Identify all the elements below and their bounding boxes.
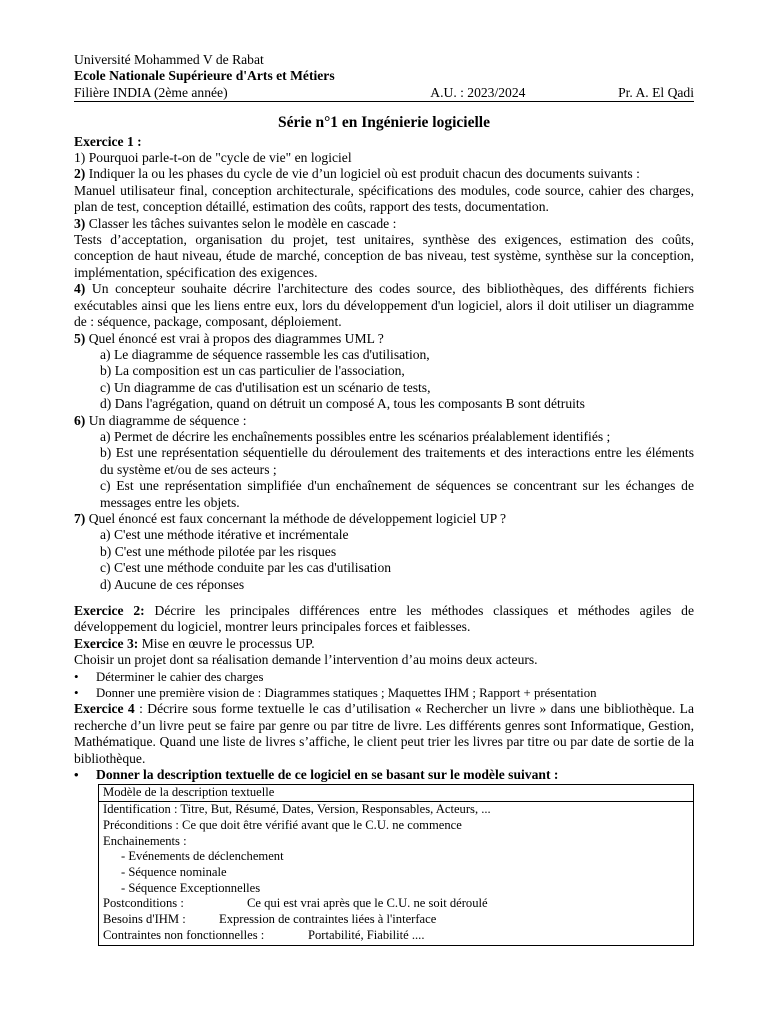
postconditions-value: Ce qui est vrai après que le C.U. ne soit déroulé <box>247 896 488 911</box>
model-table-header: Modèle de la description textuelle <box>99 785 693 802</box>
q6-option-a: a) Permet de décrire les enchaînements possibles entre les scénarios préalablement identifiés ; <box>100 428 611 444</box>
exercice-3-bullet-2: • Donner une première vision de : Diagrammes statiques ; Maquettes IHM ; Rapport + présentation <box>74 685 694 701</box>
question-5-num: 5) <box>74 330 86 346</box>
ihm-value: Expression de contraintes liées à l'interface <box>219 912 437 927</box>
q6-option-b: b) Est une représentation séquentielle du déroulement des traitements et des interactions entre les éléments du système et/ou de ses acteurs ; <box>100 445 694 477</box>
question-3-detail: Tests d’acceptation, organisation du projet, test unitaires, synthèse des exigences, estimation des coûts, conception de haut niveau, étude de marché, conception de bas niveau, test système, synthèse sur la conception, implémentation, spécification des exigences. <box>74 232 694 280</box>
exercice-3-bullet-1: • Déterminer le cahier des charges <box>74 669 694 685</box>
academic-year: A.U. : 2023/2024 <box>430 84 526 100</box>
question-3-text: Classer les tâches suivantes selon le modèle en cascade : <box>88 215 397 231</box>
question-7-text: Quel énoncé est faux concernant la méthode de développement logiciel UP ? <box>88 510 507 526</box>
question-3 <box>74 216 694 232</box>
q7-option-d: d) Aucune de ces réponses <box>100 576 245 592</box>
question-6-num: 6) <box>74 412 86 428</box>
exercice-1 <box>74 134 694 593</box>
contraintes-label: Contraintes non fonctionnelles : <box>103 927 265 942</box>
question-1-text: Pourquoi parle-t-on de "cycle de vie" en logiciel <box>88 150 352 166</box>
model-contraintes <box>103 928 689 944</box>
exercice-3-intro: Choisir un projet dont sa réalisation demande l’intervention d’au moins deux acteurs. <box>74 652 538 668</box>
model-sub-3: - Séquence Exceptionnelles <box>121 880 261 895</box>
question-5-text: Quel énoncé est vrai à propos des diagrammes UML ? <box>88 330 384 346</box>
question-2-text: Indiquer la ou les phases du cycle de vie d’un logiciel où est produit chacun des documents suivants : <box>88 166 640 182</box>
model-enchainements: Enchainements : <box>103 833 187 848</box>
question-2 <box>74 166 694 182</box>
q5-option-c: c) Un diagramme de cas d'utilisation est un scénario de tests, <box>100 379 431 395</box>
question-1-num: 1) <box>74 150 86 166</box>
model-postconditions <box>103 896 689 912</box>
exercice-3-list <box>74 669 694 702</box>
question-2-num: 2) <box>74 166 86 182</box>
question-4-num: 4) <box>74 281 86 297</box>
q7-option-c: c) C'est une méthode conduite par les cas d'utilisation <box>100 560 392 576</box>
exercice-4-list <box>74 767 694 783</box>
exercice-3-text: Mise en œuvre le processus UP. <box>141 635 315 651</box>
ihm-label: Besoins d'IHM : <box>103 912 186 927</box>
model-sub-2: - Séquence nominale <box>121 864 227 879</box>
question-4-text: Un concepteur souhaite décrire l'architecture des codes source, des bibliothèques, des différents fichiers exécutables ainsi que les liens entre eux, lors du développement d'un logiciel, alors il doit utiliser un diagramme de : séquence, package, composant, déploiement. <box>74 281 694 330</box>
question-6-text: Un diagramme de séquence : <box>88 412 247 428</box>
page-header <box>74 52 694 102</box>
exercice-4-bullet: • Donner la description textuelle de ce logiciel en se basant sur le modèle suivant : <box>74 767 694 783</box>
exercice-2 <box>74 603 694 636</box>
exercice-4-label: Exercice 4 <box>74 701 135 717</box>
model-identification: Identification : Titre, But, Résumé, Dates, Version, Responsables, Acteurs, ... <box>103 802 491 817</box>
header-info-row <box>74 85 694 102</box>
question-5 <box>74 331 694 347</box>
exercice-2-label: Exercice 2: <box>74 603 145 618</box>
document-page <box>74 52 694 946</box>
model-sub-1: - Evénements de déclenchement <box>121 849 284 864</box>
exercice-1-label: Exercice 1 : <box>74 133 142 149</box>
professor: Pr. A. El Qadi <box>618 84 694 100</box>
university-name: Université Mohammed V de Rabat <box>74 52 264 67</box>
model-table-body <box>99 802 693 944</box>
exercice-4 <box>74 701 694 783</box>
question-1 <box>74 150 694 166</box>
question-7 <box>74 511 694 527</box>
model-preconditions: Préconditions : Ce que doit être vérifié avant que le C.U. ne commence <box>103 817 462 832</box>
contraintes-value: Portabilité, Fiabilité .... <box>308 927 425 942</box>
postconditions-label: Postconditions : <box>103 896 184 911</box>
model-ihm <box>103 912 689 928</box>
exercice-3 <box>74 636 694 702</box>
exercice-3-label: Exercice 3: <box>74 635 139 651</box>
q5-option-b: b) La composition est un cas particulier de l'association, <box>100 363 405 379</box>
question-6 <box>74 413 694 429</box>
school-name: Ecole Nationale Supérieure d'Arts et Métiers <box>74 68 335 84</box>
exercice-2-text: Décrire les principales différences entre les méthodes classiques et méthodes agiles de développement du logiciel, montrer leurs principales forces et faiblesses. <box>74 603 694 635</box>
q6-option-c: c) Est une représentation simplifiée d'un enchaînement de séquences se concentrant sur les échanges de messages entre les objets. <box>100 478 694 510</box>
filiere: Filière INDIA (2ème année) <box>74 84 228 100</box>
q7-option-a: a) C'est une méthode itérative et incrémentale <box>100 527 349 543</box>
question-2-detail: Manuel utilisateur final, conception architecturale, spécifications des modules, code source, cahier des charges, plan de test, conception détaillé, estimation des coûts, rapport des tests, documentation. <box>74 182 694 215</box>
model-table <box>98 784 694 945</box>
question-3-num: 3) <box>74 215 86 231</box>
q7-option-b: b) C'est une méthode pilotée par les risques <box>100 543 337 559</box>
q5-option-d: d) Dans l'agrégation, quand on détruit un composé A, tous les composants B sont détruits <box>100 396 585 412</box>
q5-option-a: a) Le diagramme de séquence rassemble les cas d'utilisation, <box>100 346 430 362</box>
exercice-4-text: : Décrire sous forme textuelle le cas d’utilisation « Rechercher un livre » dans une bibliothèque. La recherche d’un livre peut se faire par genre ou par titre de livre. Les différents genres sont Informatique, Gestion, Mathématique. Quand une liste de livres s’affiche, le client peut trier les livres par titre ou par date de sortie de la bibliothèque. <box>74 701 694 766</box>
question-7-num: 7) <box>74 510 86 526</box>
question-4 <box>74 281 694 330</box>
page-title: Série n°1 en Ingénierie logicielle <box>278 114 490 132</box>
